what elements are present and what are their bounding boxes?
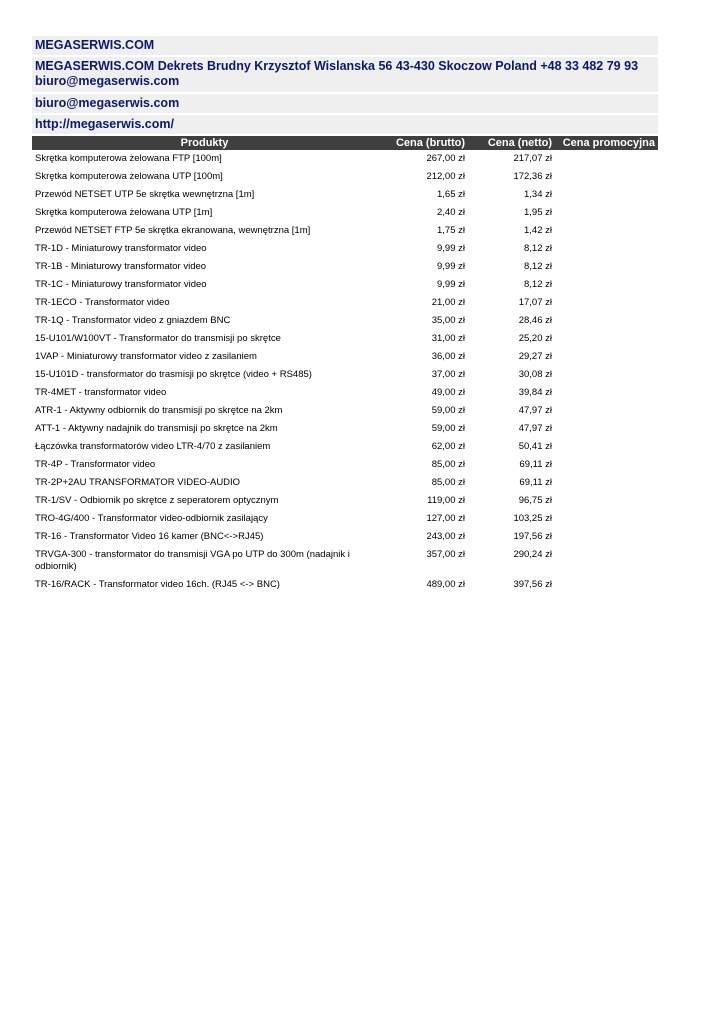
gross-price-cell: 31,00 zł xyxy=(431,333,465,344)
net-price-cell: 47,97 zł xyxy=(518,423,552,434)
table-row xyxy=(32,168,658,186)
net-price-cell: 1,34 zł xyxy=(524,189,552,200)
gross-price-cell: 36,00 zł xyxy=(431,351,465,362)
table-row xyxy=(32,546,658,576)
promo-price-cell xyxy=(555,204,658,222)
net-price-cell: 172,36 zł xyxy=(513,171,552,182)
net-price-cell: 8,12 zł xyxy=(524,261,552,272)
gross-price-cell: 9,99 zł xyxy=(437,279,465,290)
product-name-cell[interactable]: TR-1ECO - Transformator video xyxy=(35,297,170,308)
gross-price-cell: 212,00 zł xyxy=(426,171,465,182)
product-name-cell[interactable]: 1VAP - Miniaturowy transformator video z zasilaniem xyxy=(35,351,257,362)
net-price-cell: 69,11 zł xyxy=(519,459,552,470)
net-price-cell: 39,84 zł xyxy=(518,387,552,398)
net-price-cell: 290,24 zł xyxy=(513,549,552,560)
net-price-cell: 397,56 zł xyxy=(513,579,552,590)
price-table-body xyxy=(32,150,658,594)
table-row xyxy=(32,510,658,528)
gross-price-cell: 357,00 zł xyxy=(426,549,465,560)
site-title: MEGASERWIS.COM xyxy=(32,36,658,55)
gross-price-cell: 2,40 zł xyxy=(437,207,465,218)
promo-price-cell xyxy=(555,546,658,576)
website-url[interactable]: http://megaserwis.com/ xyxy=(32,115,658,134)
table-row xyxy=(32,492,658,510)
product-name-cell[interactable]: Przewód NETSET UTP 5e skrętka wewnętrzna [1m] xyxy=(35,189,255,200)
table-row xyxy=(32,366,658,384)
product-name-cell[interactable]: 15-U101/W100VT - Transformator do transmisji po skrętce xyxy=(35,333,281,344)
product-name-cell[interactable]: TR-1D - Miniaturowy transformator video xyxy=(35,243,207,254)
promo-price-cell xyxy=(555,348,658,366)
promo-price-cell xyxy=(555,576,658,594)
net-price-cell: 29,27 zł xyxy=(518,351,552,362)
net-price-cell: 17,07 zł xyxy=(518,297,552,308)
promo-price-cell xyxy=(555,312,658,330)
product-name-cell[interactable]: TR-4P - Transformator video xyxy=(35,459,156,470)
table-row xyxy=(32,150,658,168)
promo-price-cell xyxy=(555,438,658,456)
price-table xyxy=(32,136,658,594)
net-price-cell: 50,41 zł xyxy=(518,441,552,452)
table-row xyxy=(32,276,658,294)
promo-price-cell xyxy=(555,402,658,420)
net-price-cell: 8,12 zł xyxy=(524,243,552,254)
gross-price-cell: 119,00 zł xyxy=(427,495,465,506)
table-row xyxy=(32,312,658,330)
gross-price-cell: 1,75 zł xyxy=(437,225,465,236)
promo-price-cell xyxy=(555,492,658,510)
gross-price-cell: 49,00 zł xyxy=(431,387,465,398)
product-name-cell[interactable]: Przewód NETSET FTP 5e skrętka ekranowana, wewnętrzna [1m] xyxy=(35,225,311,236)
gross-price-cell: 59,00 zł xyxy=(431,423,465,434)
promo-price-cell xyxy=(555,276,658,294)
net-price-cell: 25,20 zł xyxy=(518,333,552,344)
column-header-net-price: Cena (netto) xyxy=(468,136,555,150)
company-address: MEGASERWIS.COM Dekrets Brudny Krzysztof Wislanska 56 43-430 Skoczow Poland +48 33 482 79 93 biuro@megaserwis.com xyxy=(32,57,658,92)
table-row xyxy=(32,330,658,348)
table-row xyxy=(32,186,658,204)
promo-price-cell xyxy=(555,186,658,204)
table-row xyxy=(32,240,658,258)
net-price-cell: 8,12 zł xyxy=(524,279,552,290)
product-name-cell[interactable]: Skrętka komputerowa żelowana UTP [100m] xyxy=(35,171,223,182)
column-header-promo-price: Cena promocyjna xyxy=(555,136,658,150)
table-row xyxy=(32,294,658,312)
promo-price-cell xyxy=(555,168,658,186)
table-row xyxy=(32,420,658,438)
product-name-cell[interactable]: TR-4MET - transformator video xyxy=(35,387,167,398)
net-price-cell: 217,07 zł xyxy=(513,153,552,164)
document-page xyxy=(32,36,658,594)
promo-price-cell xyxy=(555,294,658,312)
table-row xyxy=(32,438,658,456)
gross-price-cell: 127,00 zł xyxy=(426,513,465,524)
net-price-cell: 1,95 zł xyxy=(524,207,552,218)
promo-price-cell xyxy=(555,258,658,276)
product-name-cell[interactable]: TRO-4G/400 - Transformator video-odbiornik zasilający xyxy=(35,513,268,524)
gross-price-cell: 9,99 zł xyxy=(437,261,465,272)
promo-price-cell xyxy=(555,528,658,546)
gross-price-cell: 21,00 zł xyxy=(431,297,465,308)
table-row xyxy=(32,402,658,420)
table-row xyxy=(32,384,658,402)
table-row xyxy=(32,576,658,594)
net-price-cell: 30,08 zł xyxy=(518,369,552,380)
net-price-cell: 28,46 zł xyxy=(518,315,552,326)
gross-price-cell: 85,00 zł xyxy=(431,477,465,488)
product-name-cell[interactable]: ATT-1 - Aktywny nadajnik do transmisji po skrętce na 2km xyxy=(35,423,278,434)
product-name-cell[interactable]: TR-2P+2AU TRANSFORMATOR VIDEO-AUDIO xyxy=(35,477,241,488)
table-row xyxy=(32,474,658,492)
gross-price-cell: 489,00 zł xyxy=(426,579,465,590)
price-table-header xyxy=(32,136,658,150)
table-row xyxy=(32,258,658,276)
product-name-cell[interactable]: TR-1C - Miniaturowy transformator video xyxy=(35,279,207,290)
promo-price-cell xyxy=(555,420,658,438)
promo-price-cell xyxy=(555,366,658,384)
product-name-cell[interactable]: Skrętka komputerowa żelowana UTP [1m] xyxy=(35,207,213,218)
product-name-cell[interactable]: ATR-1 - Aktywny odbiornik do transmisji po skrętce na 2km xyxy=(35,405,283,416)
gross-price-cell: 35,00 zł xyxy=(431,315,465,326)
product-name-cell[interactable]: Łączówka transformatorów video LTR-4/70 z zasilaniem xyxy=(35,441,271,452)
column-header-gross-price: Cena (brutto) xyxy=(377,136,468,150)
product-name-cell[interactable]: 15-U101D - transformator do trasmisji po skrętce (video + RS485) xyxy=(35,369,312,380)
table-row xyxy=(32,222,658,240)
promo-price-cell xyxy=(555,384,658,402)
net-price-cell: 69,11 zł xyxy=(519,477,552,488)
product-name-cell[interactable]: Skrętka komputerowa żelowana FTP [100m] xyxy=(35,153,222,164)
contact-email[interactable]: biuro@megaserwis.com xyxy=(32,94,658,113)
net-price-cell: 47,97 zł xyxy=(518,405,552,416)
gross-price-cell: 85,00 zł xyxy=(431,459,465,470)
net-price-cell: 103,25 zł xyxy=(513,513,552,524)
product-name-cell[interactable]: TR-1Q - Transformator video z gniazdem BNC xyxy=(35,315,231,326)
net-price-cell: 1,42 zł xyxy=(524,225,552,236)
product-name-cell[interactable]: TRVGA-300 - transformator do transmisji VGA po UTP do 300m (nadajnik i odbiornik) xyxy=(35,549,350,572)
product-name-cell[interactable]: TR-16/RACK - Transformator video 16ch. (RJ45 <-> BNC) xyxy=(35,579,280,590)
gross-price-cell: 9,99 zł xyxy=(437,243,465,254)
product-name-cell[interactable]: TR-1B - Miniaturowy transformator video xyxy=(35,261,207,272)
net-price-cell: 197,56 zł xyxy=(513,531,552,542)
promo-price-cell xyxy=(555,330,658,348)
promo-price-cell xyxy=(555,150,658,168)
gross-price-cell: 37,00 zł xyxy=(431,369,465,380)
promo-price-cell xyxy=(555,456,658,474)
gross-price-cell: 59,00 zł xyxy=(431,405,465,416)
net-price-cell: 96,75 zł xyxy=(518,495,552,506)
product-name-cell[interactable]: TR-16 - Transformator Video 16 kamer (BNC<->RJ45) xyxy=(35,531,264,542)
promo-price-cell xyxy=(555,474,658,492)
promo-price-cell xyxy=(555,240,658,258)
gross-price-cell: 1,65 zł xyxy=(437,189,465,200)
promo-price-cell xyxy=(555,510,658,528)
gross-price-cell: 267,00 zł xyxy=(426,153,465,164)
table-row xyxy=(32,528,658,546)
gross-price-cell: 243,00 zł xyxy=(426,531,465,542)
gross-price-cell: 62,00 zł xyxy=(431,441,465,452)
table-row xyxy=(32,204,658,222)
promo-price-cell xyxy=(555,222,658,240)
column-header-products: Produkty xyxy=(32,136,377,150)
product-name-cell[interactable]: TR-1/SV - Odbiornik po skrętce z seperatorem optycznym xyxy=(35,495,279,506)
table-row xyxy=(32,348,658,366)
table-row xyxy=(32,456,658,474)
